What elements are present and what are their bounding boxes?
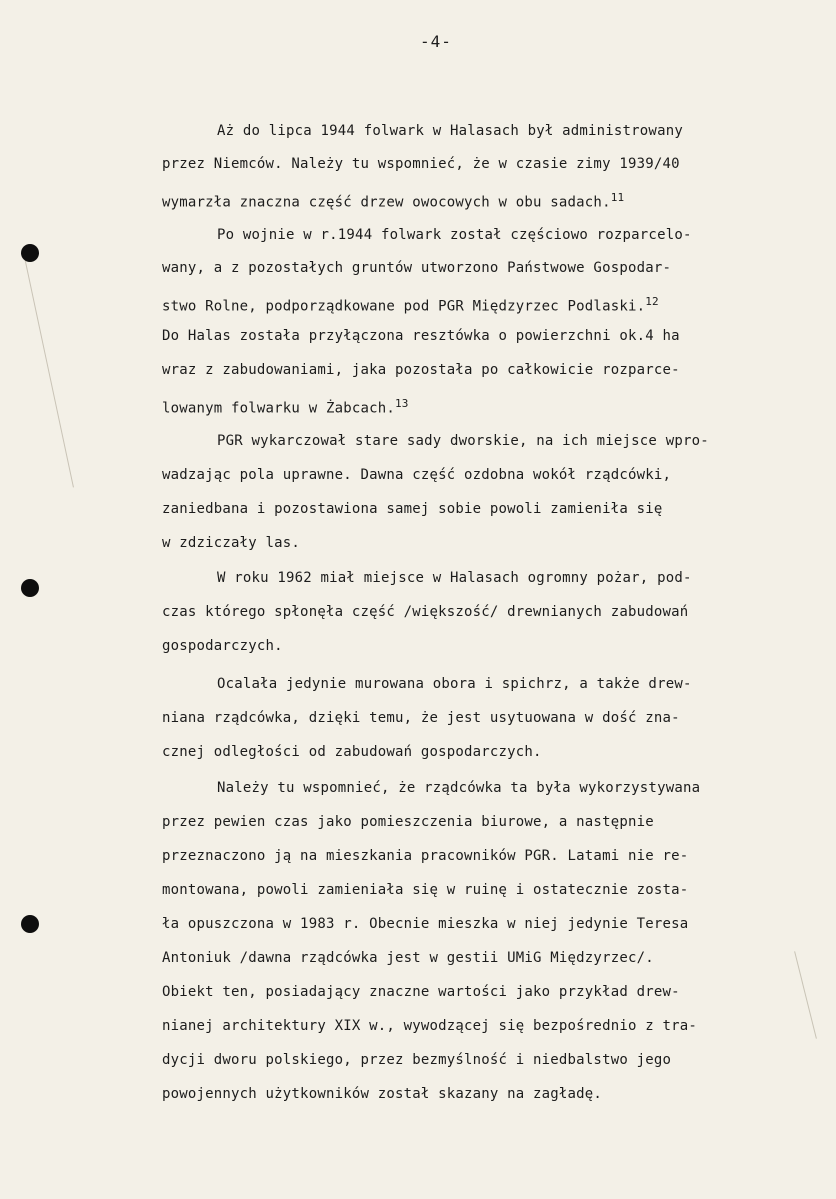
footnote-marker: 13 — [394, 397, 409, 410]
text-line: dycji dworu polskiego, przez bezmyślność i niedbalstwo jego — [162, 1052, 672, 1068]
text-line: W roku 1962 miał miejsce w Halasach ogromny pożar, pod- — [217, 570, 692, 586]
text-line: przeznaczono ją na mieszkania pracowników PGR. Latami nie re- — [162, 848, 689, 864]
punch-hole-bottom — [21, 915, 39, 933]
text-line: Ocalała jedynie murowana obora i spichrz, a także drew- — [217, 676, 692, 692]
text-line: stwo Rolne, podporządkowane pod PGR Międzyrzec Podlaski.$^{12}$ — [162, 295, 659, 315]
text-line: Po wojnie w r.1944 folwark został częściowo rozparcelo- — [217, 227, 692, 243]
text-line: Do Halas została przyłączona resztówka o powierzchni ok.4 ha — [162, 328, 680, 344]
text-line: gospodarczych. — [162, 638, 283, 654]
text-line: wymarzła znaczna część drzew owocowych w obu sadach.$^{11}$ — [162, 191, 625, 211]
footnote-marker: 12 — [645, 295, 659, 308]
text-line: niana rządcówka, dzięki temu, że jest usytuowana w dość zna- — [162, 710, 680, 726]
text-line: przez pewien czas jako pomieszczenia biurowe, a następnie — [162, 814, 654, 830]
text-line: Obiekt ten, posiadający znaczne wartości jako przykład drew- — [162, 984, 680, 1000]
text-line: wany, a z pozostałych gruntów utworzono Państwowe Gospodar- — [162, 260, 672, 276]
text-line: wadzając pola uprawne. Dawna część ozdobna wokół rządcówki, — [162, 467, 672, 483]
text-line: zaniedbana i pozostawiona samej sobie powoli zamieniła się — [162, 501, 663, 517]
text-line: Należy tu wspomnieć, że rządcówka ta była wykorzystywana — [217, 780, 701, 796]
footnote-marker: 11 — [610, 191, 625, 204]
text-line: cznej odległości od zabudowań gospodarczych. — [162, 744, 542, 760]
text-line: montowana, powoli zamieniała się w ruinę i ostatecznie zosta- — [162, 882, 689, 898]
text-line: czas którego spłonęła część /większość/ drewnianych zabudowań — [162, 604, 689, 620]
text-line: ła opuszczona w 1983 r. Obecnie mieszka w niej jedynie Teresa — [162, 916, 689, 932]
paper-crease — [23, 253, 74, 488]
punch-hole-top — [21, 244, 39, 262]
text-line: w zdziczały las. — [162, 535, 301, 551]
text-line: Aż do lipca 1944 folwark w Halasach był administrowany — [217, 123, 683, 139]
text-line: wraz z zabudowaniami, jaka pozostała po całkowicie rozparce- — [162, 362, 680, 378]
page-number: -4- — [420, 32, 452, 51]
text-line: przez Niemców. Należy tu wspomnieć, że w czasie zimy 1939/40 — [162, 156, 680, 172]
punch-hole-middle — [21, 579, 39, 597]
text-line: powojennych użytkowników został skazany na zagładę. — [162, 1086, 603, 1102]
text-line: lowanym folwarku w Żabcach.$^{13}$ — [162, 397, 409, 417]
paper-crease — [794, 951, 817, 1039]
text-line: PGR wykarczował stare sady dworskie, na ich miejsce wpro- — [217, 433, 709, 449]
text-line: Antoniuk /dawna rządcówka jest w gestii UMiG Międzyrzec/. — [162, 950, 654, 966]
text-line: nianej architektury XIX w., wywodzącej się bezpośrednio z tra- — [162, 1018, 697, 1034]
